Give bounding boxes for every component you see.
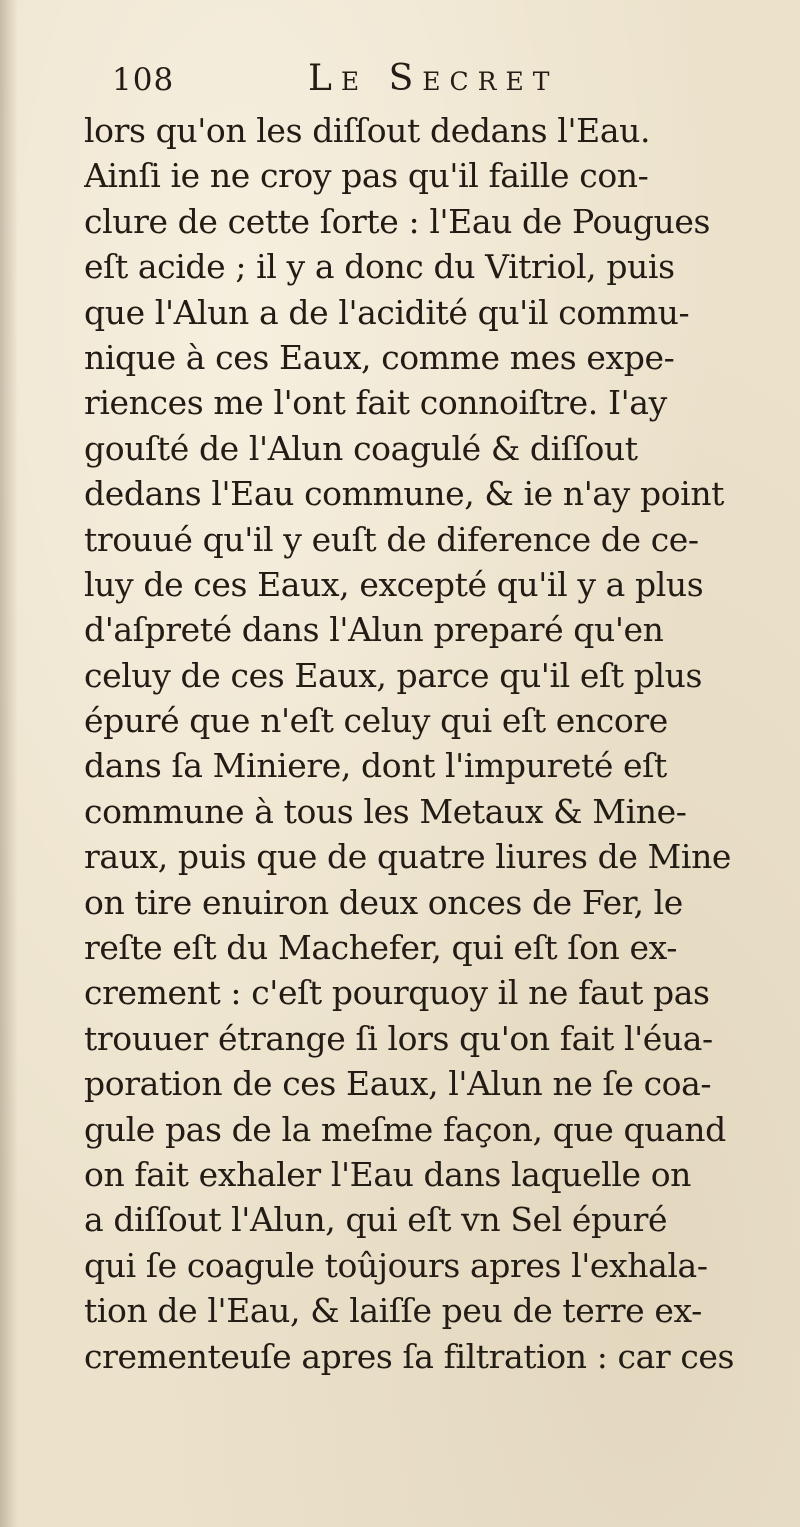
running-header xyxy=(112,58,672,106)
text-line: riences me l'ont fait connoiſtre. I'ay xyxy=(84,383,667,423)
text-line: clure de cette ſorte : l'Eau de Pougues xyxy=(84,201,711,241)
text-line: Ainſi ie ne croy pas qu'il faille con- xyxy=(84,156,649,196)
text-line: épuré que n'eſt celuy qui eſt encore xyxy=(84,701,668,741)
text-line: crementeuſe apres ſa filtration : car ces xyxy=(84,1336,735,1376)
text-line: nique à ces Eaux, comme mes expe- xyxy=(84,337,675,377)
text-line: d'aſpreté dans l'Alun preparé qu'en xyxy=(84,610,664,650)
text-line: crement : c'eſt pourquoy il ne faut pas xyxy=(84,973,710,1013)
text-line: poration de ces Eaux, l'Alun ne ſe coa- xyxy=(84,1064,712,1104)
text-line: raux, puis que de quatre liures de Mine xyxy=(84,837,732,877)
text-line: reſte eſt du Machefer, qui eſt ſon ex- xyxy=(84,928,678,968)
text-line: lors qu'on les diſſout dedans l'Eau. xyxy=(84,111,651,150)
text-line: dedans l'Eau commune, & ie n'ay point xyxy=(84,474,725,514)
text-line: celuy de ces Eaux, parce qu'il eſt plus xyxy=(84,655,703,695)
text-line: eſt acide ; il y a donc du Vitriol, puis xyxy=(84,247,675,287)
text-line: commune à tous les Metaux & Mine- xyxy=(84,791,687,831)
running-title: Le Secret xyxy=(308,58,559,99)
text-line: trouué qu'il y euſt de diference de ce- xyxy=(84,519,699,559)
text-line: que l'Alun a de l'acidité qu'il commu- xyxy=(84,292,690,332)
text-line: gouſté de l'Alun coagulé & diſſout xyxy=(84,428,638,468)
page-number: 108 xyxy=(112,62,175,98)
text-line: qui ſe coagule toûjours apres l'exhala- xyxy=(84,1245,708,1285)
text-line: a diſſout l'Alun, qui eſt vn Sel épuré xyxy=(84,1200,668,1240)
text-line: on tire enuiron deux onces de Fer, le xyxy=(84,882,683,922)
text-line: tion de l'Eau, & laiſſe peu de terre ex- xyxy=(84,1291,702,1331)
page-gutter-shadow xyxy=(0,0,18,1527)
text-line: on fait exhaler l'Eau dans laquelle on xyxy=(84,1154,692,1194)
text-line: luy de ces Eaux, excepté qu'il y a plus xyxy=(84,564,704,604)
text-line: trouuer étrange ſi lors qu'on fait l'éua- xyxy=(84,1018,713,1058)
body-text xyxy=(84,108,800,1379)
text-line: dans ſa Miniere, dont l'impureté eſt xyxy=(84,746,667,786)
text-line: gule pas de la meſme façon, que quand xyxy=(84,1109,726,1149)
